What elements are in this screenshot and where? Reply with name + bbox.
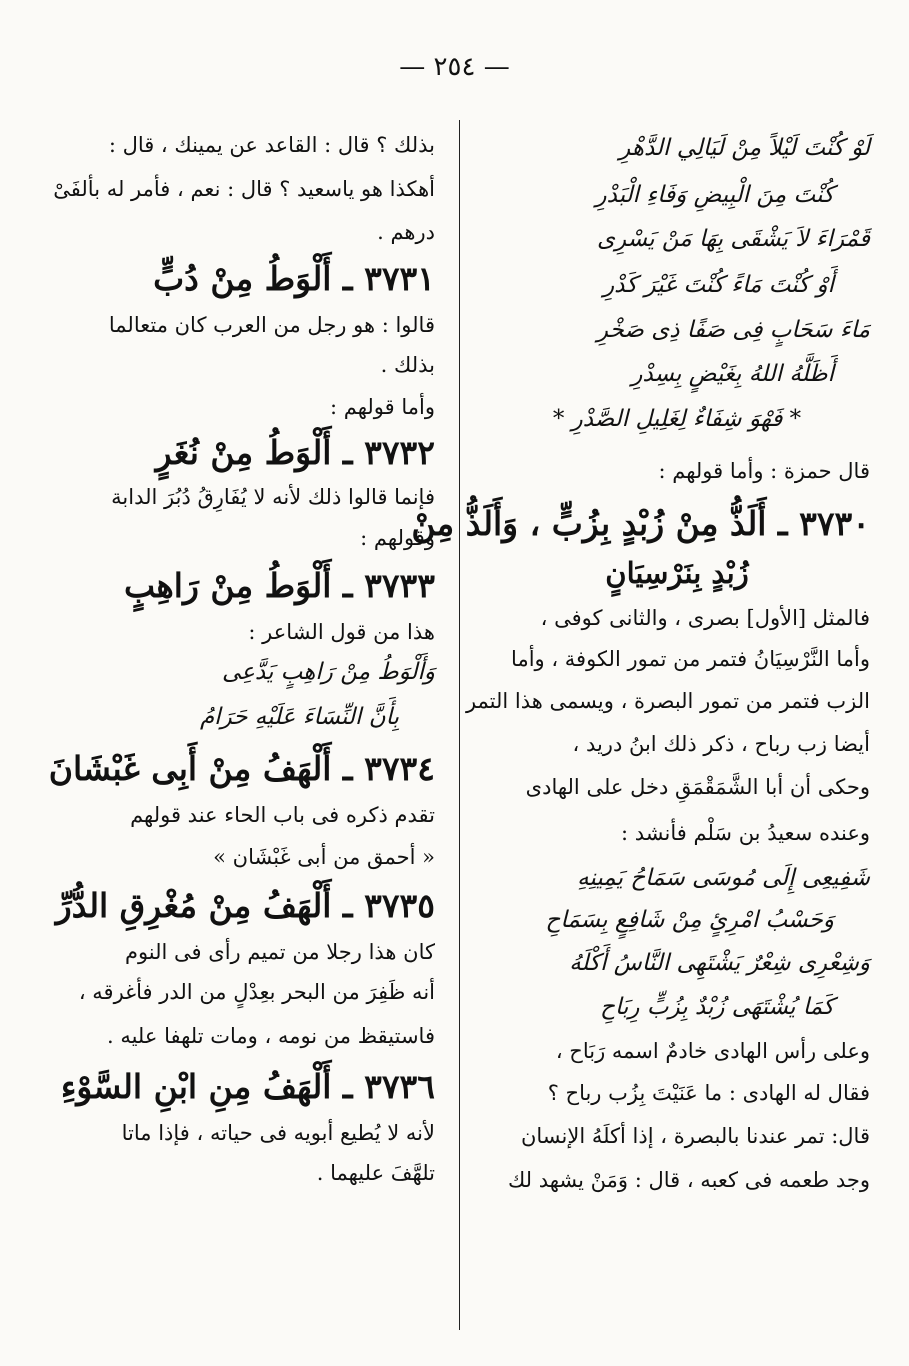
text-line: أنه ظَفِرَ من البحر بعِدْلٍ من الدر فأغرقه ، bbox=[78, 980, 435, 1004]
proverb-heading: ٣٧٣٥ ـ أَلْهَفُ مِنْ مُغْرِقِ الدُّرِّ bbox=[55, 886, 435, 925]
proverb-heading: زُبْدٍ بِنَرْسِيَانٍ bbox=[605, 556, 749, 590]
verse-line: بِأَنَّ النِّسَاءَ عَلَيْهِ حَرَامُ bbox=[199, 704, 399, 730]
text-line: أيضا زب رباح ، ذكر ذلك ابنُ دريد ، bbox=[572, 732, 870, 756]
verse-line: وَأَلْوَطُ مِنْ رَاهِبٍ يَدَّعِى bbox=[222, 659, 435, 685]
text-line: تلهَّفَ عليهما . bbox=[316, 1161, 435, 1185]
text-line: تقدم ذكره فى باب الحاء عند قولهم bbox=[130, 803, 435, 827]
text-line: فاستيقظ من نومه ، ومات تلهفا عليه . bbox=[106, 1024, 435, 1048]
text-line: وعلى رأس الهادى خادمٌ اسمه رَبَاح ، bbox=[555, 1039, 870, 1063]
text-line: بذلك . bbox=[380, 353, 435, 377]
verse-line: * فَهْوَ شِفَاءٌ لِغَلِيلِ الصَّدْرِ * bbox=[552, 406, 802, 432]
verse-line: قَمْرَاءَ لاَ يَشْقَى بِهَا مَنْ يَسْرِى bbox=[596, 226, 870, 252]
text-line: الزب فتمر من تمور البصرة ، ويسمى هذا التمر bbox=[465, 689, 870, 713]
proverb-heading: ٣٧٣٤ ـ أَلْهَفُ مِنْ أَبِى غَبْشَانَ bbox=[48, 749, 435, 788]
proverb-heading: ٣٧٣٦ ـ أَلْهَفُ مِنِ ابْنِ السَّوْءِ bbox=[60, 1067, 435, 1106]
verse-line: أَوْ كُنْتَ مَاءً كُنْتَ غَيْرَ كَدْرِ bbox=[603, 272, 834, 298]
proverb-heading: ٣٧٣٢ ـ أَلْوَطُ مِنْ نُغَرٍ bbox=[155, 433, 435, 472]
text-line: وأما النَّرْسِيَانُ فتمر من تمور الكوفة ، وأما bbox=[511, 647, 870, 671]
verse-line: وَشِعْرِى شِعْرٌ يَشْتَهِى النَّاسُ أَكْلَهُ bbox=[569, 950, 870, 976]
verse-line: كُنْتَ مِنَ الْبِيضِ وَفَاءِ الْبَدْرِ bbox=[595, 182, 834, 208]
text-line: قالوا : هو رجل من العرب كان متعالما bbox=[108, 313, 435, 337]
page-number: — ٢٥٤ — bbox=[399, 52, 510, 82]
text-line: قال: تمر عندنا بالبصرة ، إذا أكلَهُ الإنسان bbox=[520, 1124, 870, 1148]
text-line: هذا من قول الشاعر : bbox=[248, 620, 435, 644]
text-line: فالمثل [الأول] بصرى ، والثانى كوفى ، bbox=[540, 606, 870, 630]
verse-line: كَمَا يُشْتَهَى زُبْدٌ بِزُبٍّ رِبَاحِ bbox=[600, 994, 834, 1020]
proverb-heading: ٣٧٣١ ـ أَلْوَطُ مِنْ دُبٍّ bbox=[153, 259, 435, 298]
column-divider bbox=[459, 120, 460, 1330]
text-line: فقال له الهادى : ما عَنَيْتَ بِزُب رباح ؟ bbox=[547, 1081, 870, 1105]
text-line: فإنما قالوا ذلك لأنه لا يُفَارِقُ دُبُرَ الدابة bbox=[111, 485, 435, 509]
verse-line: لَوْ كُنْتَ لَيْلاً مِنْ لَيَالِي الدَّهْرِ bbox=[619, 135, 870, 161]
verse-line: أَظَلَّهُ اللهُ بِغَيْضٍ بِسِدْرِ bbox=[631, 361, 834, 387]
proverb-heading: ٣٧٣٠ ـ أَلَذُّ مِنْ زُبْدٍ بِزُبٍّ ، وَأَلَذُّ مِنْ bbox=[411, 504, 870, 543]
text-line: لأنه لا يُطيع أبويه فى حياته ، فإذا ماتا bbox=[121, 1121, 435, 1145]
text-line: كان هذا رجلا من تميم رأى فى النوم bbox=[124, 940, 435, 964]
text-line: وأما قولهم : bbox=[330, 395, 435, 419]
text-line: بذلك ؟ قال : القاعد عن يمينك ، قال : bbox=[108, 133, 435, 157]
proverb-heading: ٣٧٣٣ ـ أَلْوَطُ مِنْ رَاهِبٍ bbox=[123, 566, 435, 605]
text-line: وحكى أن أبا الشَّمَقْمَقِ دخل على الهادى bbox=[525, 775, 870, 799]
text-line: وقولهم : bbox=[360, 526, 435, 550]
text-line: وجد طعمه فى كعبه ، قال : وَمَنْ يشهد لك bbox=[507, 1168, 870, 1192]
text-line: أهكذا هو ياسعيد ؟ قال : نعم ، فأمر له بألفَىْ bbox=[53, 177, 435, 201]
text-line: وعنده سعيدُ بن سَلْم فأنشد : bbox=[621, 821, 870, 845]
left-column bbox=[48, 122, 435, 1193]
verse-line: شَفِيعِى إِلَى مُوسَى سَمَاحُ يَمِينِهِ bbox=[577, 865, 870, 891]
verse-line: مَاءَ سَحَابٍ فِى صَفًا ذِى صَخْرِ bbox=[596, 317, 870, 343]
text-line: درهم . bbox=[377, 220, 435, 244]
right-column bbox=[411, 122, 870, 1202]
text-line: « أحمق من أبى غَبْشَان » bbox=[213, 845, 435, 869]
verse-line: وَحَسْبُ امْرِئٍ مِنْ شَافِعٍ بِسَمَاحِ bbox=[545, 907, 834, 933]
text-line: قال حمزة : وأما قولهم : bbox=[658, 459, 870, 483]
